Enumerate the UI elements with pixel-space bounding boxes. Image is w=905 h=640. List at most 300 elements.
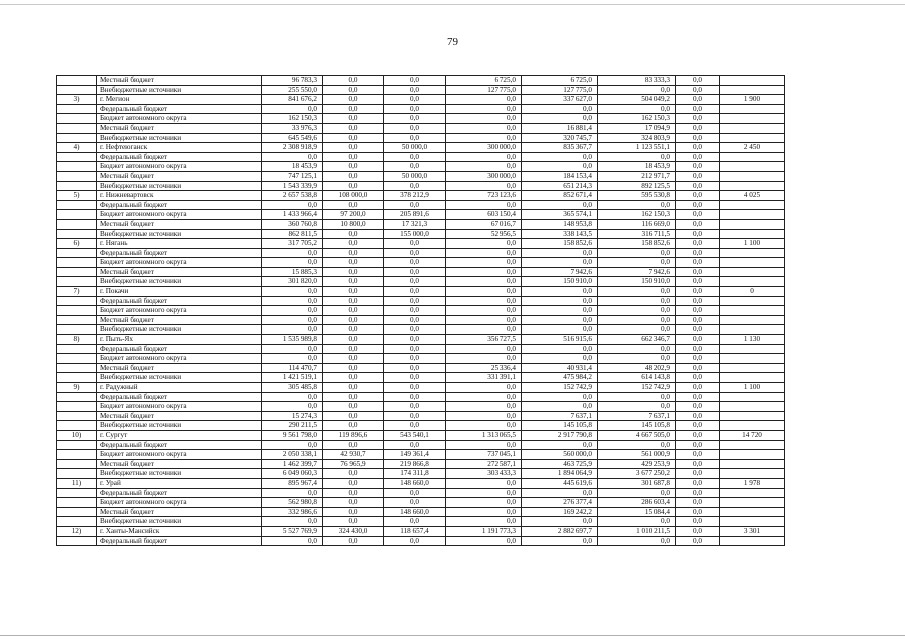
- total-cell: 0,0: [262, 325, 323, 335]
- value-cell: 76 965,9: [323, 459, 384, 469]
- row-number-cell: [57, 123, 97, 133]
- value-cell: 7 942,6: [598, 267, 676, 277]
- value-cell: 0,0: [676, 383, 720, 393]
- row-label-cell: Бюджет автономного округа: [97, 450, 262, 460]
- table-row: [57, 123, 785, 133]
- value-cell: 324 803,9: [598, 133, 676, 143]
- table-row: [57, 219, 785, 229]
- capacity-cell: [720, 181, 785, 191]
- value-cell: 0,0: [446, 104, 522, 114]
- total-cell: 301 820,0: [262, 277, 323, 287]
- value-cell: 0,0: [446, 114, 522, 124]
- value-cell: 0,0: [598, 392, 676, 402]
- value-cell: 0,0: [323, 152, 384, 162]
- row-number-cell: [57, 152, 97, 162]
- value-cell: 0,0: [323, 440, 384, 450]
- capacity-cell: [720, 421, 785, 431]
- total-cell: 2 657 538,8: [262, 191, 323, 201]
- value-cell: 0,0: [446, 536, 522, 546]
- value-cell: 0,0: [446, 152, 522, 162]
- table-row: [57, 200, 785, 210]
- row-label-cell: Местный бюджет: [97, 267, 262, 277]
- value-cell: 0,0: [384, 306, 446, 316]
- table-row: [57, 402, 785, 412]
- table-row: [57, 191, 785, 201]
- total-cell: 645 549,6: [262, 133, 323, 143]
- capacity-cell: [720, 219, 785, 229]
- table-row: [57, 95, 785, 105]
- value-cell: 892 125,5: [598, 181, 676, 191]
- row-number-cell: [57, 219, 97, 229]
- value-cell: 0,0: [522, 536, 598, 546]
- value-cell: 0,0: [323, 296, 384, 306]
- value-cell: 320 745,7: [522, 133, 598, 143]
- row-label-cell: г. Сургут: [97, 430, 262, 440]
- value-cell: 0,0: [446, 344, 522, 354]
- total-cell: 0,0: [262, 354, 323, 364]
- row-label-cell: Внебюджетные источники: [97, 325, 262, 335]
- value-cell: 0,0: [522, 315, 598, 325]
- value-cell: 42 930,7: [323, 450, 384, 460]
- value-cell: 149 361,4: [384, 450, 446, 460]
- value-cell: 0,0: [323, 133, 384, 143]
- value-cell: 150 910,0: [522, 277, 598, 287]
- row-label-cell: г. Нижневартовск: [97, 191, 262, 201]
- row-label-cell: Федеральный бюджет: [97, 488, 262, 498]
- value-cell: 338 143,5: [522, 229, 598, 239]
- value-cell: 0,0: [323, 287, 384, 297]
- total-cell: 0,0: [262, 248, 323, 258]
- value-cell: 50 000,0: [384, 143, 446, 153]
- total-cell: 290 211,5: [262, 421, 323, 431]
- value-cell: 0,0: [323, 325, 384, 335]
- value-cell: 0,0: [676, 191, 720, 201]
- table-row: [57, 152, 785, 162]
- row-number-cell: 8): [57, 335, 97, 345]
- value-cell: 83 333,3: [598, 76, 676, 86]
- capacity-cell: [720, 171, 785, 181]
- value-cell: 0,0: [676, 335, 720, 345]
- table-row: [57, 171, 785, 181]
- capacity-cell: 4 025: [720, 191, 785, 201]
- capacity-cell: [720, 536, 785, 546]
- value-cell: 0,0: [323, 469, 384, 479]
- value-cell: 118 657,4: [384, 526, 446, 536]
- value-cell: 0,0: [384, 239, 446, 249]
- row-number-cell: [57, 325, 97, 335]
- row-label-cell: Бюджет автономного округа: [97, 498, 262, 508]
- value-cell: 0,0: [676, 402, 720, 412]
- table-row: [57, 104, 785, 114]
- value-cell: 0,0: [323, 536, 384, 546]
- capacity-cell: [720, 85, 785, 95]
- value-cell: 0,0: [522, 248, 598, 258]
- value-cell: 0,0: [323, 123, 384, 133]
- total-cell: 1 433 966,4: [262, 210, 323, 220]
- table-row: [57, 277, 785, 287]
- value-cell: 0,0: [522, 104, 598, 114]
- table-row: [57, 181, 785, 191]
- value-cell: 0,0: [446, 392, 522, 402]
- capacity-cell: 2 450: [720, 143, 785, 153]
- value-cell: 6 725,0: [446, 76, 522, 86]
- value-cell: 603 150,4: [446, 210, 522, 220]
- value-cell: 0,0: [676, 315, 720, 325]
- row-number-cell: 7): [57, 287, 97, 297]
- value-cell: 158 852,6: [522, 239, 598, 249]
- value-cell: 0,0: [522, 258, 598, 268]
- total-cell: 0,0: [262, 440, 323, 450]
- total-cell: 1 535 989,8: [262, 335, 323, 345]
- table-row: [57, 488, 785, 498]
- row-label-cell: Местный бюджет: [97, 363, 262, 373]
- row-number-cell: [57, 306, 97, 316]
- value-cell: 852 671,4: [522, 191, 598, 201]
- value-cell: 0,0: [522, 200, 598, 210]
- table-row: [57, 143, 785, 153]
- value-cell: 184 153,4: [522, 171, 598, 181]
- capacity-cell: [720, 76, 785, 86]
- value-cell: 0,0: [522, 344, 598, 354]
- row-label-cell: Внебюджетные источники: [97, 373, 262, 383]
- row-label-cell: Федеральный бюджет: [97, 152, 262, 162]
- value-cell: 219 866,8: [384, 459, 446, 469]
- row-label-cell: Внебюджетные источники: [97, 85, 262, 95]
- row-number-cell: [57, 421, 97, 431]
- row-number-cell: 5): [57, 191, 97, 201]
- table-row: [57, 76, 785, 86]
- table-row: [57, 517, 785, 527]
- capacity-cell: [720, 306, 785, 316]
- value-cell: 150 910,0: [598, 277, 676, 287]
- value-cell: 97 200,0: [323, 210, 384, 220]
- value-cell: 148 660,0: [384, 507, 446, 517]
- table-row: [57, 258, 785, 268]
- value-cell: 119 896,6: [323, 430, 384, 440]
- value-cell: 0,0: [323, 277, 384, 287]
- value-cell: 560 000,0: [522, 450, 598, 460]
- value-cell: 127 775,0: [446, 85, 522, 95]
- value-cell: 0,0: [676, 229, 720, 239]
- row-label-cell: г. Пыть-Ях: [97, 335, 262, 345]
- value-cell: 3 677 250,2: [598, 469, 676, 479]
- value-cell: 475 984,2: [522, 373, 598, 383]
- value-cell: 0,0: [384, 536, 446, 546]
- value-cell: 40 931,4: [522, 363, 598, 373]
- value-cell: 0,0: [384, 258, 446, 268]
- table-row: [57, 469, 785, 479]
- row-label-cell: Бюджет автономного округа: [97, 162, 262, 172]
- value-cell: 50 000,0: [384, 171, 446, 181]
- value-cell: 127 775,0: [522, 85, 598, 95]
- value-cell: 0,0: [676, 354, 720, 364]
- total-cell: 895 967,4: [262, 478, 323, 488]
- value-cell: 0,0: [323, 95, 384, 105]
- row-label-cell: Федеральный бюджет: [97, 440, 262, 450]
- capacity-cell: [720, 498, 785, 508]
- value-cell: 0,0: [598, 344, 676, 354]
- value-cell: 0,0: [323, 411, 384, 421]
- capacity-cell: [720, 104, 785, 114]
- row-number-cell: [57, 488, 97, 498]
- row-label-cell: Местный бюджет: [97, 459, 262, 469]
- table-row: [57, 248, 785, 258]
- table-row: [57, 478, 785, 488]
- value-cell: 0,0: [598, 200, 676, 210]
- row-label-cell: г. Урай: [97, 478, 262, 488]
- value-cell: 158 852,6: [598, 239, 676, 249]
- value-cell: 48 202,9: [598, 363, 676, 373]
- capacity-cell: [720, 210, 785, 220]
- capacity-cell: [720, 315, 785, 325]
- table-row: [57, 85, 785, 95]
- row-label-cell: г. Радужный: [97, 383, 262, 393]
- row-label-cell: Бюджет автономного округа: [97, 354, 262, 364]
- capacity-cell: 1 900: [720, 95, 785, 105]
- row-label-cell: Федеральный бюджет: [97, 536, 262, 546]
- row-number-cell: [57, 133, 97, 143]
- total-cell: 841 676,2: [262, 95, 323, 105]
- value-cell: 0,0: [446, 296, 522, 306]
- value-cell: 0,0: [384, 95, 446, 105]
- row-label-cell: Местный бюджет: [97, 507, 262, 517]
- capacity-cell: 1 100: [720, 383, 785, 393]
- value-cell: 331 391,1: [446, 373, 522, 383]
- value-cell: 0,0: [446, 315, 522, 325]
- value-cell: 0,0: [676, 517, 720, 527]
- value-cell: 0,0: [323, 229, 384, 239]
- value-cell: 0,0: [598, 440, 676, 450]
- value-cell: 0,0: [446, 402, 522, 412]
- capacity-cell: [720, 248, 785, 258]
- row-label-cell: Бюджет автономного округа: [97, 210, 262, 220]
- value-cell: 835 367,7: [522, 143, 598, 153]
- table-row: [57, 450, 785, 460]
- value-cell: 0,0: [384, 354, 446, 364]
- row-label-cell: г. Мегион: [97, 95, 262, 105]
- value-cell: 0,0: [598, 296, 676, 306]
- total-cell: 15 274,3: [262, 411, 323, 421]
- row-label-cell: Внебюджетные источники: [97, 229, 262, 239]
- value-cell: 0,0: [323, 162, 384, 172]
- row-number-cell: 12): [57, 526, 97, 536]
- row-number-cell: [57, 344, 97, 354]
- value-cell: 0,0: [323, 200, 384, 210]
- value-cell: 0,0: [522, 517, 598, 527]
- capacity-cell: [720, 114, 785, 124]
- value-cell: 0,0: [522, 296, 598, 306]
- value-cell: 0,0: [384, 248, 446, 258]
- table-row: [57, 162, 785, 172]
- value-cell: 0,0: [446, 287, 522, 297]
- total-cell: 305 485,8: [262, 383, 323, 393]
- value-cell: 0,0: [384, 440, 446, 450]
- capacity-cell: [720, 354, 785, 364]
- total-cell: 6 049 060,3: [262, 469, 323, 479]
- value-cell: 0,0: [676, 469, 720, 479]
- value-cell: 0,0: [323, 267, 384, 277]
- row-number-cell: [57, 392, 97, 402]
- value-cell: 212 971,7: [598, 171, 676, 181]
- value-cell: 0,0: [598, 488, 676, 498]
- value-cell: 0,0: [598, 287, 676, 297]
- table-row: [57, 507, 785, 517]
- value-cell: 0,0: [446, 200, 522, 210]
- budget-table: [56, 75, 785, 546]
- total-cell: 162 150,3: [262, 114, 323, 124]
- row-number-cell: [57, 296, 97, 306]
- value-cell: 0,0: [384, 315, 446, 325]
- value-cell: 0,0: [446, 440, 522, 450]
- total-cell: 0,0: [262, 296, 323, 306]
- value-cell: 0,0: [323, 498, 384, 508]
- table-row: [57, 411, 785, 421]
- row-number-cell: [57, 411, 97, 421]
- capacity-cell: [720, 488, 785, 498]
- value-cell: 0,0: [323, 258, 384, 268]
- value-cell: 148 660,0: [384, 478, 446, 488]
- capacity-cell: [720, 459, 785, 469]
- scan-edge-bottom: [0, 635, 905, 636]
- value-cell: 0,0: [384, 104, 446, 114]
- total-cell: 96 783,3: [262, 76, 323, 86]
- capacity-cell: [720, 229, 785, 239]
- capacity-cell: [720, 440, 785, 450]
- value-cell: 0,0: [323, 421, 384, 431]
- total-cell: 2 050 338,1: [262, 450, 323, 460]
- value-cell: 0,0: [446, 162, 522, 172]
- value-cell: 463 725,9: [522, 459, 598, 469]
- value-cell: 0,0: [522, 152, 598, 162]
- row-label-cell: Федеральный бюджет: [97, 344, 262, 354]
- value-cell: 0,0: [522, 287, 598, 297]
- value-cell: 0,0: [676, 239, 720, 249]
- value-cell: 0,0: [384, 373, 446, 383]
- value-cell: 0,0: [522, 440, 598, 450]
- row-number-cell: [57, 248, 97, 258]
- value-cell: 0,0: [676, 498, 720, 508]
- value-cell: 0,0: [384, 325, 446, 335]
- value-cell: 0,0: [522, 392, 598, 402]
- total-cell: 255 550,0: [262, 85, 323, 95]
- row-number-cell: [57, 162, 97, 172]
- row-label-cell: г. Покачи: [97, 287, 262, 297]
- value-cell: 0,0: [522, 325, 598, 335]
- row-label-cell: Бюджет автономного округа: [97, 402, 262, 412]
- value-cell: 0,0: [384, 296, 446, 306]
- row-number-cell: [57, 315, 97, 325]
- row-number-cell: [57, 267, 97, 277]
- value-cell: 0,0: [676, 152, 720, 162]
- total-cell: 114 470,7: [262, 363, 323, 373]
- value-cell: 0,0: [598, 152, 676, 162]
- value-cell: 6 725,0: [522, 76, 598, 86]
- total-cell: 332 986,6: [262, 507, 323, 517]
- row-number-cell: 3): [57, 95, 97, 105]
- value-cell: 0,0: [676, 123, 720, 133]
- value-cell: 356 727,5: [446, 335, 522, 345]
- value-cell: 0,0: [446, 123, 522, 133]
- total-cell: 862 811,5: [262, 229, 323, 239]
- value-cell: 0,0: [676, 526, 720, 536]
- value-cell: 174 311,8: [384, 469, 446, 479]
- row-number-cell: [57, 373, 97, 383]
- capacity-cell: [720, 152, 785, 162]
- row-label-cell: Бюджет автономного округа: [97, 306, 262, 316]
- total-cell: 0,0: [262, 536, 323, 546]
- row-label-cell: Местный бюджет: [97, 123, 262, 133]
- value-cell: 152 742,9: [522, 383, 598, 393]
- value-cell: 0,0: [676, 210, 720, 220]
- total-cell: 33 976,3: [262, 123, 323, 133]
- value-cell: 0,0: [446, 248, 522, 258]
- value-cell: 0,0: [676, 171, 720, 181]
- value-cell: 0,0: [384, 277, 446, 287]
- value-cell: 0,0: [676, 85, 720, 95]
- value-cell: 0,0: [446, 488, 522, 498]
- value-cell: 0,0: [323, 344, 384, 354]
- value-cell: 0,0: [323, 392, 384, 402]
- table-row: [57, 267, 785, 277]
- value-cell: 155 000,0: [384, 229, 446, 239]
- table-row: [57, 383, 785, 393]
- value-cell: 1 894 064,9: [522, 469, 598, 479]
- row-number-cell: [57, 200, 97, 210]
- value-cell: 0,0: [446, 258, 522, 268]
- value-cell: 0,0: [323, 76, 384, 86]
- value-cell: 0,0: [598, 104, 676, 114]
- row-number-cell: [57, 210, 97, 220]
- total-cell: 1 543 339,9: [262, 181, 323, 191]
- value-cell: 17 321,3: [384, 219, 446, 229]
- capacity-cell: 1 130: [720, 335, 785, 345]
- value-cell: 0,0: [446, 95, 522, 105]
- value-cell: 0,0: [676, 200, 720, 210]
- value-cell: 365 574,1: [522, 210, 598, 220]
- value-cell: 0,0: [598, 402, 676, 412]
- capacity-cell: [720, 296, 785, 306]
- row-label-cell: Местный бюджет: [97, 219, 262, 229]
- value-cell: 0,0: [323, 363, 384, 373]
- row-number-cell: [57, 450, 97, 460]
- value-cell: 4 667 505,0: [598, 430, 676, 440]
- value-cell: 614 143,8: [598, 373, 676, 383]
- table-row: [57, 373, 785, 383]
- row-number-cell: [57, 354, 97, 364]
- value-cell: 0,0: [323, 373, 384, 383]
- row-label-cell: г. Нефтеюганск: [97, 143, 262, 153]
- row-label-cell: Внебюджетные источники: [97, 517, 262, 527]
- value-cell: 0,0: [446, 277, 522, 287]
- row-label-cell: Внебюджетные источники: [97, 421, 262, 431]
- value-cell: 0,0: [676, 363, 720, 373]
- table-body: [57, 76, 785, 546]
- capacity-cell: [720, 450, 785, 460]
- value-cell: 0,0: [676, 143, 720, 153]
- value-cell: 516 915,6: [522, 335, 598, 345]
- value-cell: 0,0: [522, 162, 598, 172]
- value-cell: 7 942,6: [522, 267, 598, 277]
- value-cell: 429 253,9: [598, 459, 676, 469]
- value-cell: 0,0: [384, 85, 446, 95]
- row-number-cell: [57, 536, 97, 546]
- row-number-cell: [57, 76, 97, 86]
- value-cell: 0,0: [384, 162, 446, 172]
- total-cell: 18 453,9: [262, 162, 323, 172]
- value-cell: 0,0: [384, 152, 446, 162]
- total-cell: 0,0: [262, 517, 323, 527]
- value-cell: 7 637,1: [522, 411, 598, 421]
